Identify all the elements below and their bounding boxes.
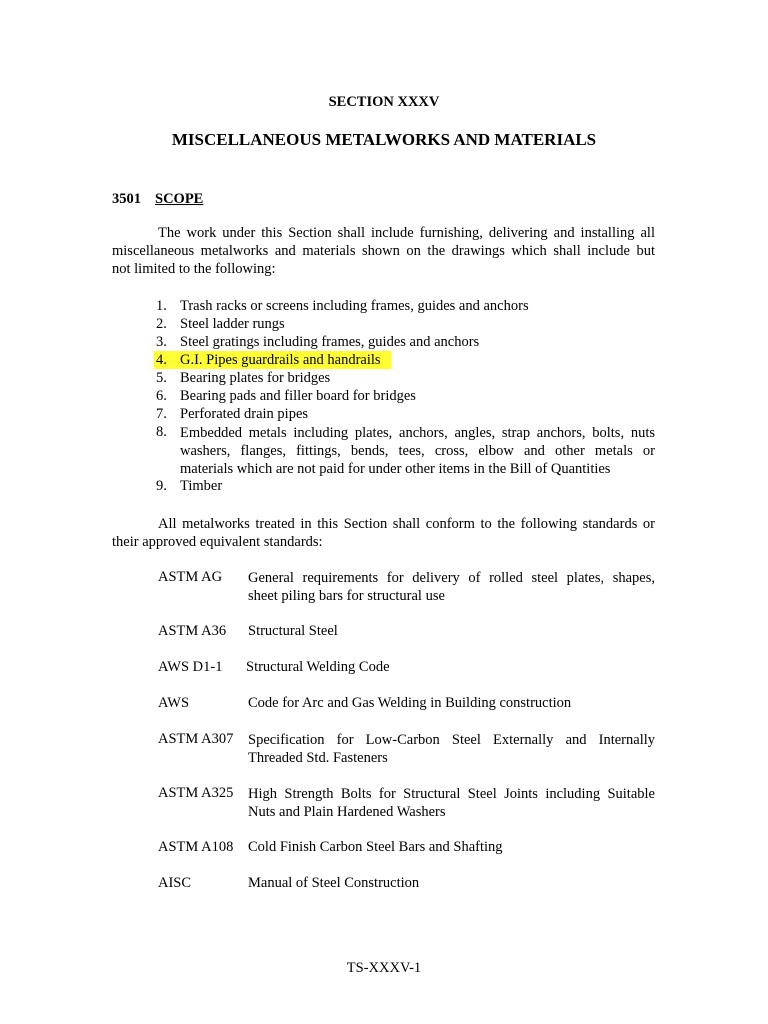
- intro-paragraph: [112, 224, 655, 278]
- list-item-text: Timber: [180, 478, 223, 494]
- standard-code: ASTM AG: [158, 569, 223, 585]
- standard-code: AWS D1-1: [158, 659, 223, 675]
- standard-code: ASTM A36: [158, 623, 227, 639]
- list-item-number: 3.: [156, 334, 167, 350]
- list-item-number: 4.: [156, 352, 167, 368]
- standard-line: Threaded Std. Fasteners: [248, 750, 388, 766]
- standard-line: Nuts and Plain Hardened Washers: [248, 804, 446, 820]
- standard-description: [248, 569, 655, 605]
- list-item-number: 6.: [156, 388, 167, 404]
- list-item-line: materials which are not paid for under other items in the Bill of Quantities: [180, 461, 611, 477]
- standard-description: Cold Finish Carbon Steel Bars and Shafting: [248, 839, 503, 855]
- list-item-text: Bearing plates for bridges: [180, 370, 331, 386]
- list-item-line: Embedded metals including plates, anchors, angles, strap anchors, bolts, nuts: [180, 425, 655, 441]
- list-item-text: [180, 424, 655, 478]
- standard-description: Structural Welding Code: [246, 659, 390, 675]
- standard-line: High Strength Bolts for Structural Steel Joints including Suitable: [248, 786, 655, 802]
- section-label: SECTION XXXV: [328, 94, 440, 110]
- list-item-number: 9.: [156, 478, 167, 494]
- list-item-text: Trash racks or screens including frames, guides and anchors: [180, 298, 529, 314]
- standard-line: General requirements for delivery of rolled steel plates, shapes,: [248, 570, 655, 586]
- standard-code: AISC: [158, 875, 192, 891]
- standards-intro-line: All metalworks treated in this Section shall conform to the following standards or: [158, 516, 655, 532]
- list-item-text: G.I. Pipes guardrails and handrails: [180, 352, 381, 368]
- standard-code: AWS: [158, 695, 190, 711]
- standard-line: sheet piling bars for structural use: [248, 588, 445, 604]
- intro-line: The work under this Section shall include furnishing, delivering and installing all: [158, 225, 655, 241]
- list-item-text: Steel ladder rungs: [180, 316, 285, 332]
- list-item-text: Perforated drain pipes: [180, 406, 309, 422]
- standard-description: Manual of Steel Construction: [248, 875, 420, 891]
- list-item-line: washers, flanges, fittings, bends, tees, cross, elbow and other metals or: [180, 443, 655, 459]
- page-title: MISCELLANEOUS METALWORKS AND MATERIALS: [171, 130, 597, 149]
- standard-line: Specification for Low-Carbon Steel Externally and Internally: [248, 732, 655, 748]
- list-item-text: Bearing pads and filler board for bridges: [180, 388, 416, 404]
- list-item-text: Steel gratings including frames, guides and anchors: [180, 334, 480, 350]
- scope-number: 3501: [112, 191, 141, 207]
- standard-description: [248, 785, 655, 821]
- standard-code: ASTM A307: [158, 731, 234, 747]
- list-item-number: 8.: [156, 424, 167, 440]
- page-footer: TS-XXXV-1: [346, 960, 422, 976]
- list-item-number: 5.: [156, 370, 167, 386]
- list-item-number: 1.: [156, 298, 167, 314]
- intro-line: miscellaneous metalworks and materials shown on the drawings which shall include but: [112, 243, 655, 259]
- standard-description: [248, 731, 655, 767]
- standard-description: Structural Steel: [248, 623, 338, 639]
- intro-line: not limited to the following:: [112, 261, 276, 277]
- standard-description: Code for Arc and Gas Welding in Building construction: [248, 695, 572, 711]
- standards-intro: [112, 515, 655, 551]
- standard-code: ASTM A108: [158, 839, 234, 855]
- scope-heading: SCOPE: [155, 191, 204, 207]
- list-item-number: 7.: [156, 406, 167, 422]
- list-item-number: 2.: [156, 316, 167, 332]
- standard-code: ASTM A325: [158, 785, 234, 801]
- standards-intro-line: their approved equivalent standards:: [112, 534, 323, 550]
